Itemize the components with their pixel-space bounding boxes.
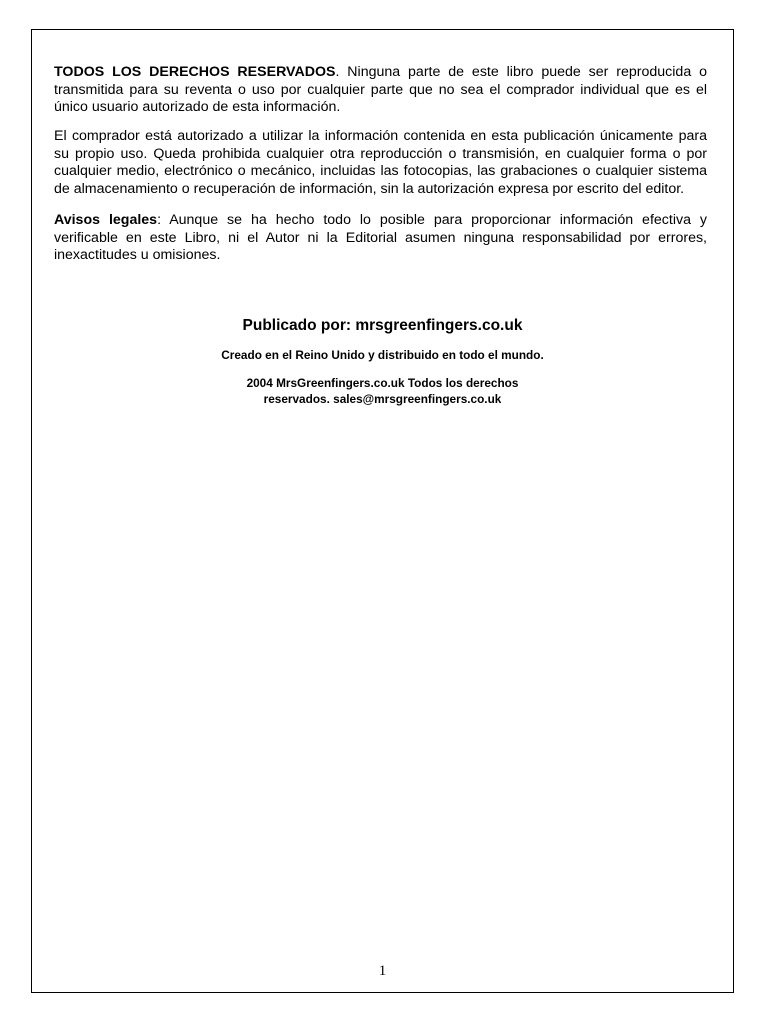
copyright-line-2: reservados. sales@mrsgreenfingers.co.uk — [263, 392, 502, 406]
rights-text: . Ninguna parte de este libro puede ser reproducida o transmitida para su reventa o uso por cualquier parte que no sea el comprador individual que es el único usuario autorizado de esta información. — [54, 64, 707, 115]
copyright-line-1: 2004 MrsGreenfingers.co.uk Todos los derechos — [246, 376, 519, 390]
copyright-notice — [31, 375, 734, 407]
page-number: 1 — [378, 963, 387, 979]
legal-notice-heading: Avisos legales — [54, 212, 158, 228]
rights-paragraph — [54, 64, 707, 117]
legal-notice-text: : Aunque se ha hecho todo lo posible para proporcionar información efectiva y verificable en este Libro, ni el Autor ni la Editorial asumen ninguna responsabilidad por errores, inexactitudes u omisiones. — [54, 212, 708, 263]
authorized-use-paragraph: El comprador está autorizado a utilizar la información contenida en esta publicación únicamente para su propio uso. Queda prohibida cualquier otra reproducción o transmisión, en cualquier forma o por cualquier medio, electrónico o mecánico, incluidas las fotocopias, las grabaciones o cualquier sistema de almacenamiento o recuperación de información, sin la autorización expresa por escrito del editor. — [54, 128, 707, 197]
rights-heading: TODOS LOS DERECHOS RESERVADOS — [54, 64, 336, 80]
created-line: Creado en el Reino Unido y distribuido en todo el mundo. — [221, 348, 544, 362]
legal-notice-paragraph — [54, 212, 707, 265]
publisher-line: Publicado por: mrsgreenfingers.co.uk — [242, 317, 523, 334]
